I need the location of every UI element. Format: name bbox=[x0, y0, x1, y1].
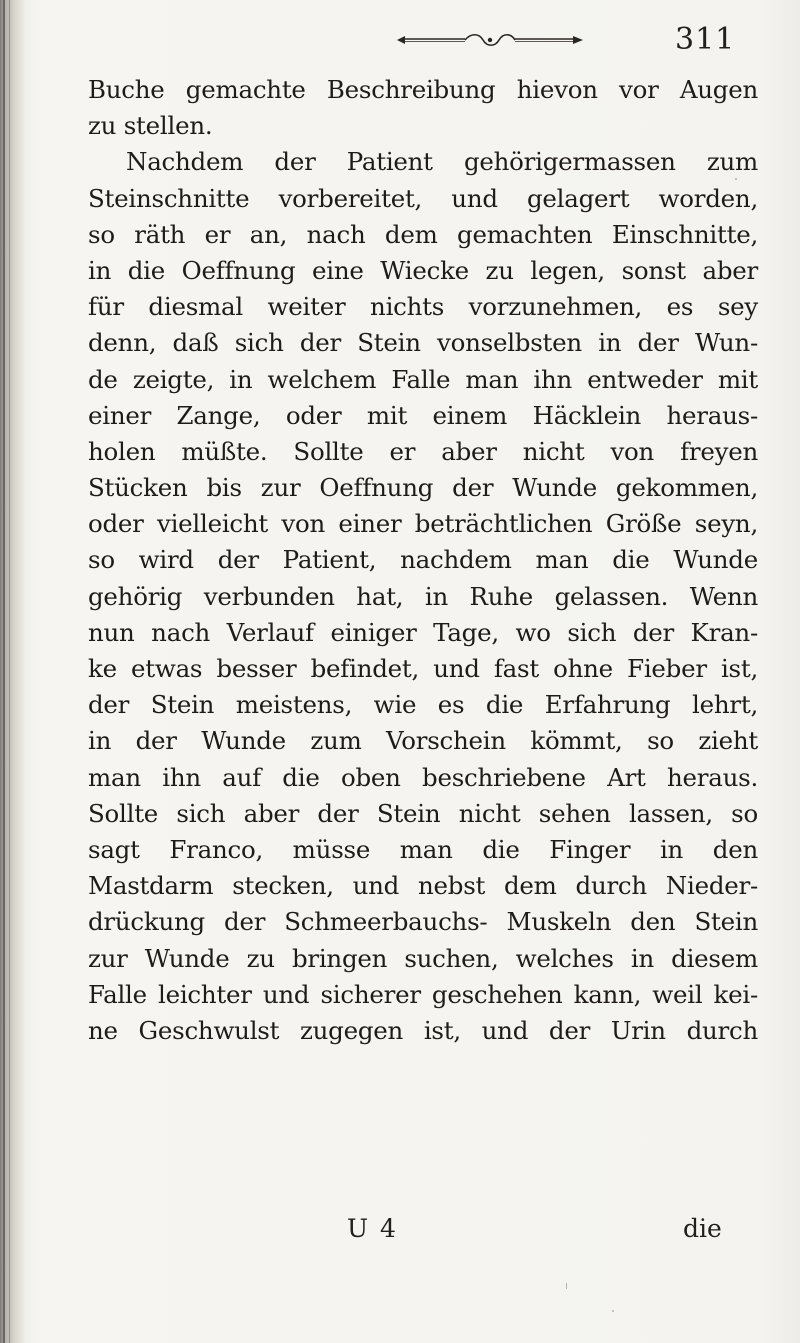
text-line: Buche gemachte Beschreibung hievon vor Augen bbox=[88, 75, 758, 104]
text-line: denn, daß sich der Stein vonselbsten in der Wun- bbox=[88, 328, 758, 358]
text-line: Mastdarm stecken, und nebst dem durch Nieder- bbox=[88, 871, 758, 901]
text-line: Nachdem der Patient gehörigermassen zum bbox=[126, 147, 758, 177]
page-footer bbox=[0, 1214, 800, 1254]
text-line: de zeigte, in welchem Falle man ihn entweder mit bbox=[88, 364, 758, 394]
spine-edge-line bbox=[3, 0, 5, 1343]
text-line: gehörig verbunden hat, in Ruhe gelassen. Wenn bbox=[88, 581, 758, 611]
text-line: in der Wunde zum Vorschein kömmt, so zieht bbox=[88, 726, 758, 756]
text-line: zu stellen. bbox=[88, 111, 213, 141]
paper-speck bbox=[612, 1310, 614, 1312]
text-line: so wird der Patient, nachdem man die Wunde bbox=[88, 545, 758, 575]
paper-speck bbox=[735, 178, 737, 180]
body-text bbox=[88, 72, 758, 1049]
text-line: drückung der Schmeerbauchs- Muskeln den Stein bbox=[88, 907, 758, 937]
text-line: der Stein meistens, wie es die Erfahrung lehrt, bbox=[88, 690, 758, 720]
paper-speck bbox=[566, 1283, 567, 1289]
text-line: nun nach Verlauf einiger Tage, wo sich der Kran- bbox=[88, 617, 758, 647]
header-rule-ornament-icon bbox=[395, 32, 585, 48]
page-header bbox=[0, 18, 800, 60]
text-line: sagt Franco, müsse man die Finger in den bbox=[88, 834, 758, 864]
text-line: zur Wunde zu bringen suchen, welches in diesem bbox=[88, 943, 758, 973]
text-line: ke etwas besser befindet, und fast ohne Fieber ist, bbox=[88, 654, 758, 683]
text-line: Sollte sich aber der Stein nicht sehen lassen, so bbox=[88, 798, 758, 828]
text-line: man ihn auf die oben beschriebene Art heraus. bbox=[88, 762, 758, 792]
text-line: so räth er an, nach dem gemachten Einschnitte, bbox=[88, 219, 758, 249]
text-line: ne Geschwulst zugegen ist, und der Urin durch bbox=[88, 1015, 758, 1045]
text-line: einer Zange, oder mit einem Häcklein heraus- bbox=[88, 400, 758, 430]
text-line: Steinschnitte vorbereitet, und gelagert worden, bbox=[88, 183, 758, 213]
page-number: 311 bbox=[675, 22, 736, 57]
catchword: die bbox=[683, 1214, 722, 1243]
text-line: für diesmal weiter nichts vorzunehmen, es sey bbox=[88, 292, 758, 322]
text-line: Stücken bis zur Oeffnung der Wunde gekommen, bbox=[88, 473, 758, 503]
spine-edge-line bbox=[9, 0, 10, 1343]
signature-mark: U 4 bbox=[347, 1214, 398, 1243]
text-line: in die Oeffnung eine Wiecke zu legen, sonst aber bbox=[88, 255, 758, 285]
text-line: holen müßte. Sollte er aber nicht von freyen bbox=[88, 436, 758, 466]
text-line: oder vielleicht von einer beträchtlichen Größe seyn, bbox=[88, 509, 758, 539]
text-line: Falle leichter und sicherer geschehen kann, weil kei- bbox=[88, 979, 758, 1009]
